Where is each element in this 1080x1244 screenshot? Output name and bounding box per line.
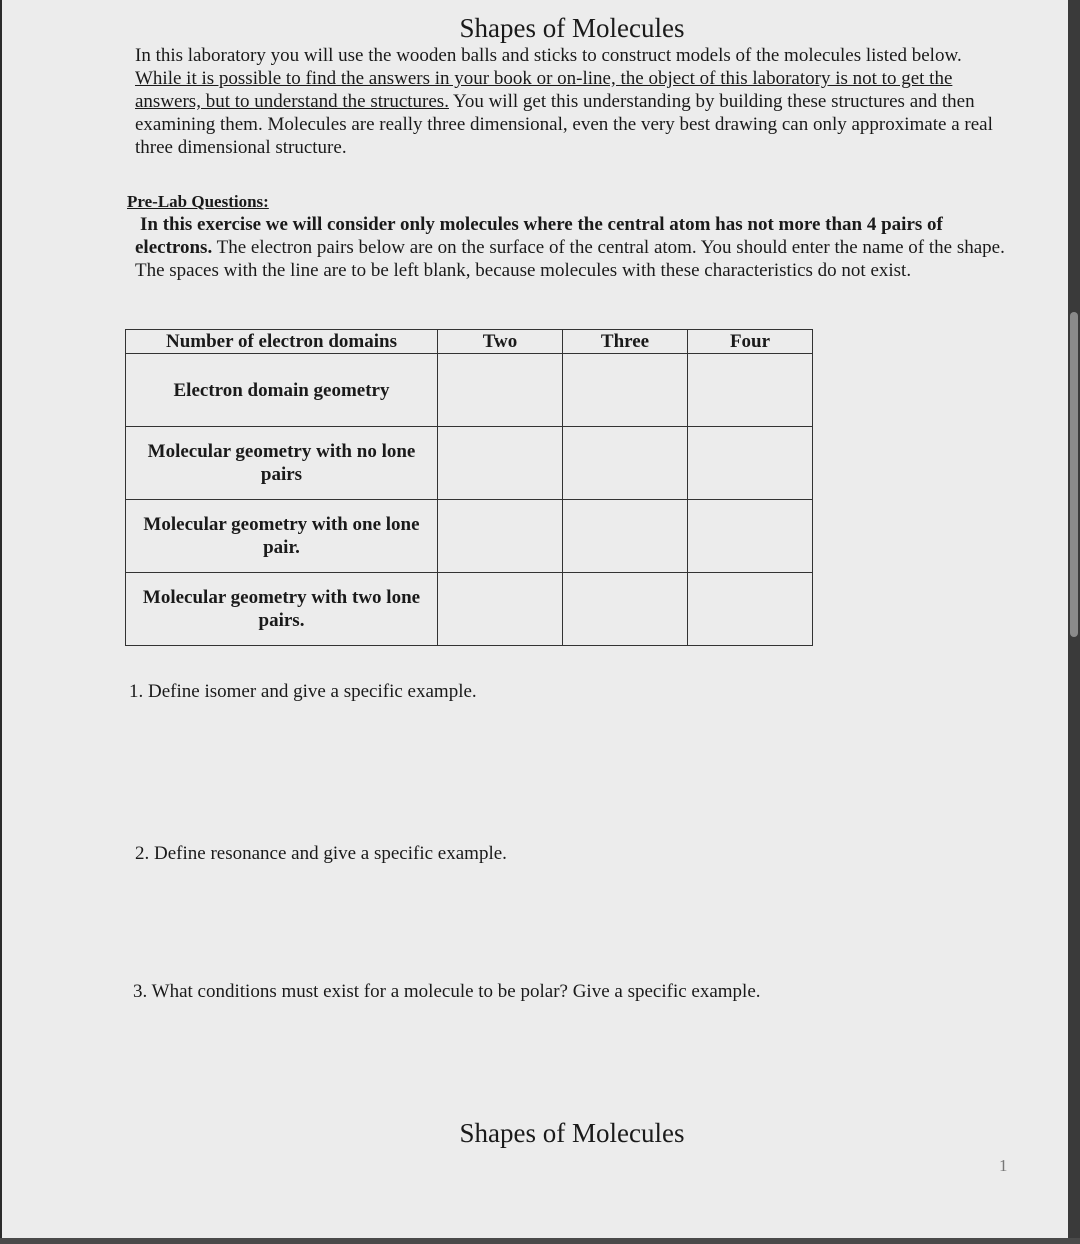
answer-cell[interactable] xyxy=(438,500,563,573)
intro-text-2: You will get this understanding by building these structures and then examining them. Molecules are really three dimensional, even the very best drawing can only approximate a real three dimensional structure. xyxy=(135,91,993,158)
row-label-electron-domain-geometry: Electron domain geometry xyxy=(126,354,438,427)
answer-cell[interactable] xyxy=(563,427,688,500)
answer-cell[interactable] xyxy=(688,354,813,427)
question-1: 1. Define isomer and give a specific example. xyxy=(129,681,477,702)
page-title: Shapes of Molecules xyxy=(459,13,685,43)
answer-cell[interactable] xyxy=(438,427,563,500)
row-label-one-lone-pair: Molecular geometry with one lone pair. xyxy=(126,500,438,573)
header-electron-domains: Number of electron domains xyxy=(126,330,438,354)
prelab-heading: Pre-Lab Questions: xyxy=(127,192,269,211)
answer-cell[interactable] xyxy=(688,500,813,573)
answer-cell[interactable] xyxy=(438,354,563,427)
answer-cell[interactable] xyxy=(688,427,813,500)
scrollbar-thumb[interactable] xyxy=(1070,312,1078,637)
table-header-row xyxy=(126,330,813,354)
question-3: 3. What conditions must exist for a molecule to be polar? Give a specific example. xyxy=(133,981,761,1002)
table-row xyxy=(126,573,813,646)
row-label-no-lone-pairs: Molecular geometry with no lone pairs xyxy=(126,427,438,500)
header-three: Three xyxy=(563,330,688,354)
row-label-two-lone-pairs: Molecular geometry with two lone pairs. xyxy=(126,573,438,646)
prelab-paragraph xyxy=(135,213,1015,282)
page-number: 1 xyxy=(999,1156,1008,1175)
header-four: Four xyxy=(688,330,813,354)
answer-cell[interactable] xyxy=(563,573,688,646)
intro-underlined-text: While it is possible to find the answers in your book or on-line, the object of this laboratory is not to get the answers, but to understand the structures. xyxy=(135,68,953,112)
table-row xyxy=(126,427,813,500)
header-two: Two xyxy=(438,330,563,354)
bottom-edge xyxy=(0,1238,1080,1244)
table-row xyxy=(126,500,813,573)
footer-title: Shapes of Molecules xyxy=(459,1118,685,1148)
question-2: 2. Define resonance and give a specific example. xyxy=(135,843,507,864)
prelab-bold-text: In this exercise we will consider only molecules where the central atom has not more than 4 pairs of electrons. xyxy=(135,214,943,258)
answer-cell[interactable] xyxy=(563,354,688,427)
answer-cell[interactable] xyxy=(563,500,688,573)
prelab-text: The electron pairs below are on the surface of the central atom. You should enter the name of the shape. The spaces with the line are to be left blank, because molecules with these characteristics do not exist. xyxy=(135,237,1005,281)
answer-cell[interactable] xyxy=(438,573,563,646)
table-row xyxy=(126,354,813,427)
answer-cell[interactable] xyxy=(688,573,813,646)
intro-paragraph xyxy=(135,44,995,159)
intro-text-1: In this laboratory you will use the wooden balls and sticks to construct models of the molecules listed below. xyxy=(135,45,962,66)
geometry-table xyxy=(125,329,813,646)
